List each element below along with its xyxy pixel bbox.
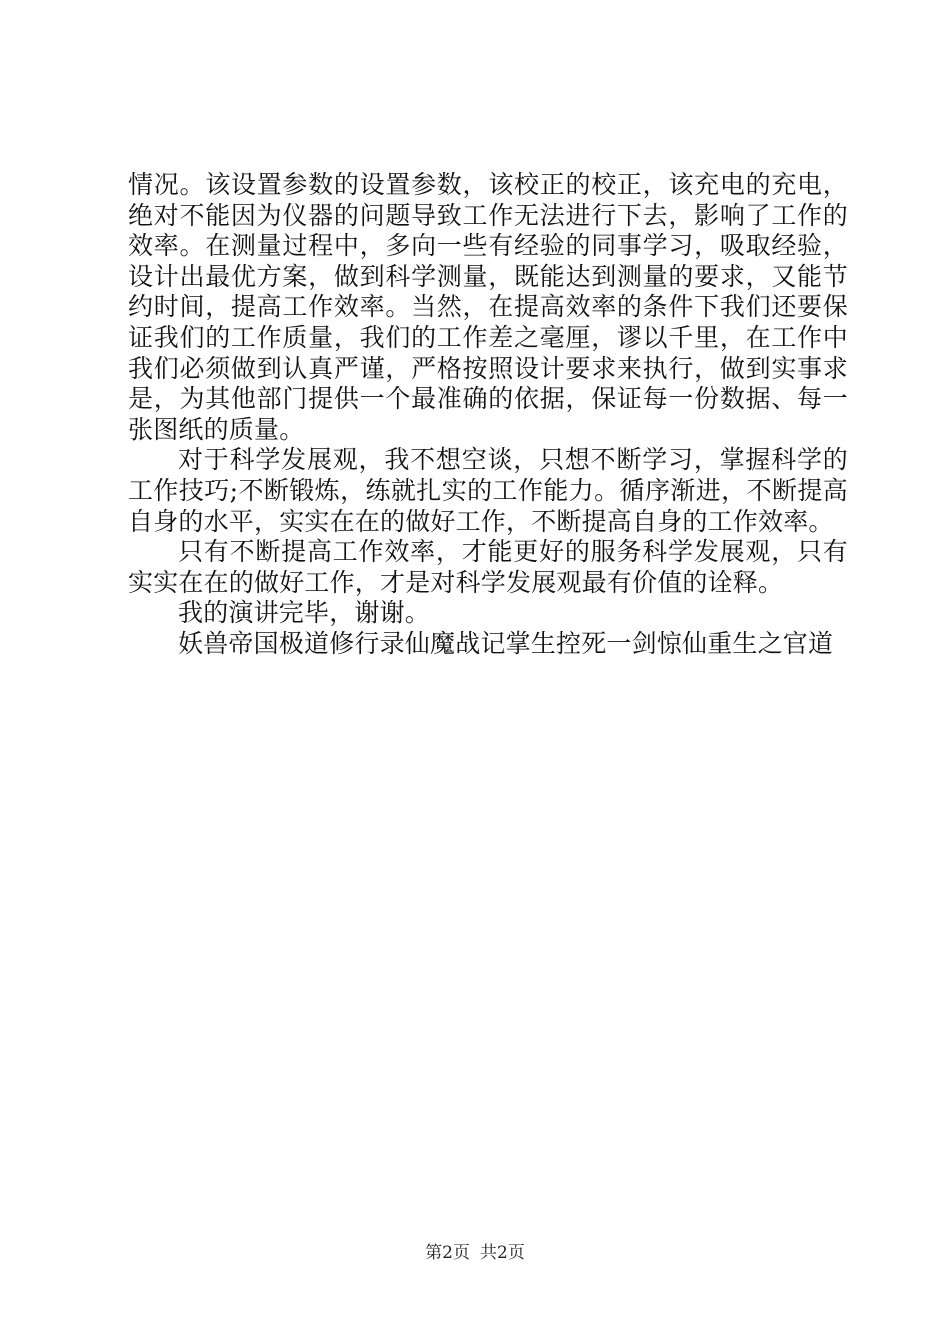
paragraph-2: 对于科学发展观，我不想空谈，只想不断学习，掌握科学的工作技巧;不断锻炼，练就扎实的工作能力。循序渐进，不断提高自身的水平，实实在在的做好工作，不断提高自身的工作效率。 xyxy=(128,445,848,536)
document-body xyxy=(128,170,848,660)
paragraph-5: 妖兽帝国极道修行录仙魔战记掌生控死一剑惊仙重生之官道 xyxy=(178,628,834,658)
paragraph-1: 情况。该设置参数的设置参数，该校正的校正，该充电的充电，绝对不能因为仪器的问题导致工作无法进行下去，影响了工作的效率。在测量过程中，多向一些有经验的同事学习，吸取经验，设计出最优方案，做到科学测量，既能达到测量的要求，又能节约时间，提高工作效率。当然，在提高效率的条件下我们还要保证我们的工作质量，我们的工作差之毫厘，谬以千里，在工作中我们必须做到认真严谨，严格按照设计要求来执行，做到实事求是，为其他部门提供一个最准确的依据，保证每一份数据、每一张图纸的质量。 xyxy=(128,170,848,444)
page-total: 共2页 xyxy=(480,1243,525,1263)
paragraph-4: 我的演讲完毕，谢谢。 xyxy=(178,598,431,628)
page-number: 第2页 xyxy=(425,1243,470,1263)
page-footer xyxy=(0,1243,950,1263)
paragraph-3: 只有不断提高工作效率，才能更好的服务科学发展观，只有实实在在的做好工作，才是对科学发展观最有价值的诠释。 xyxy=(128,537,848,597)
